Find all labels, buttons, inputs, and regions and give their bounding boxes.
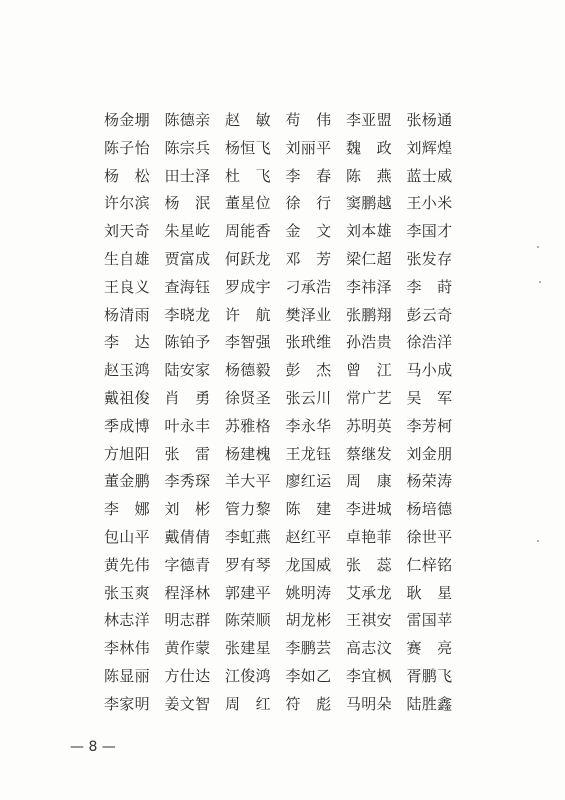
name-entry: 李亚盟 <box>346 111 392 129</box>
name-entry: 杨建槐 <box>225 444 271 463</box>
name-entry: 贾富成 <box>164 249 211 268</box>
name-entry: 胥鹏飞 <box>406 666 453 685</box>
name-entry: 黄作蒙 <box>164 639 211 658</box>
name-entry: 梁仁超 <box>346 249 392 268</box>
name-entry: 朱星屹 <box>164 222 211 241</box>
name-entry: 生自雄 <box>104 249 150 268</box>
name-entry: 李家明 <box>104 694 150 713</box>
name-entry: 杨培德 <box>406 500 453 519</box>
name-entry: 曾 江 <box>346 361 392 380</box>
name-entry: 董星位 <box>225 194 271 213</box>
name-entry: 常广艺 <box>346 388 392 407</box>
name-entry: 李永华 <box>285 416 332 435</box>
name-entry: 王小米 <box>406 194 453 213</box>
name-entry: 赵 敏 <box>225 111 271 129</box>
name-entry: 赛 亮 <box>406 639 453 658</box>
name-entry: 耿 星 <box>406 583 453 602</box>
name-entry: 陈 建 <box>285 500 332 519</box>
name-entry: 马小成 <box>406 361 453 380</box>
name-entry: 李秀琛 <box>164 472 211 491</box>
name-entry: 戴倩倩 <box>164 527 211 546</box>
name-entry: 刘金朋 <box>406 444 453 463</box>
name-entry: 方仕达 <box>164 666 211 685</box>
name-entry: 窦鹏越 <box>346 194 392 213</box>
name-entry: 何跃龙 <box>225 249 271 268</box>
name-entry: 邓 芳 <box>285 249 332 268</box>
name-entry: 李 莳 <box>406 277 453 296</box>
name-entry: 陈显丽 <box>104 666 150 685</box>
name-entry: 陆胜鑫 <box>406 694 453 713</box>
name-entry: 杨 松 <box>104 166 150 185</box>
name-entry: 戴祖俊 <box>104 388 150 407</box>
name-entry: 姚明涛 <box>285 583 332 602</box>
name-entry: 查海钰 <box>164 277 211 296</box>
name-entry: 周 红 <box>225 694 271 713</box>
name-entry: 金 文 <box>285 222 332 241</box>
name-entry: 姜文智 <box>164 694 211 713</box>
name-entry: 杨 泯 <box>164 194 211 213</box>
name-entry: 李芳柯 <box>406 416 453 435</box>
name-entry: 郭建平 <box>225 583 271 602</box>
name-entry: 刘天奇 <box>104 222 150 241</box>
name-entry: 杨清雨 <box>104 305 150 324</box>
name-entry: 杨恒飞 <box>225 138 271 157</box>
name-entry: 管力黎 <box>225 500 271 519</box>
name-entry: 徐世平 <box>406 527 453 546</box>
name-entry: 张玉爽 <box>104 583 150 602</box>
name-entry: 张玳维 <box>285 333 332 352</box>
name-entry: 田士泽 <box>164 166 211 185</box>
name-entry: 蔡继发 <box>346 444 392 463</box>
name-entry: 蓝士威 <box>406 166 453 185</box>
name-entry: 许尔滨 <box>104 194 150 213</box>
name-entry: 李林伟 <box>104 639 150 658</box>
name-entry: 徐贤圣 <box>225 388 271 407</box>
name-entry: 张 蕊 <box>346 555 392 574</box>
name-entry: 叶永丰 <box>164 416 211 435</box>
name-entry: 周能香 <box>225 222 271 241</box>
name-entry: 徐 行 <box>285 194 332 213</box>
name-entry: 李国才 <box>406 222 453 241</box>
name-entry: 方旭阳 <box>104 444 150 463</box>
name-entry: 彭 杰 <box>285 361 332 380</box>
name-entry: 李如乙 <box>285 666 332 685</box>
name-entry: 卓艳菲 <box>346 527 392 546</box>
name-entry: 苏明英 <box>346 416 392 435</box>
name-entry: 李 达 <box>104 333 150 352</box>
name-entry: 董金鹏 <box>104 472 150 491</box>
name-entry: 张云川 <box>285 388 332 407</box>
name-entry: 张建星 <box>225 639 271 658</box>
margin-mark <box>539 281 541 283</box>
name-entry: 雷国苹 <box>406 611 453 630</box>
name-entry: 胡龙彬 <box>285 611 332 630</box>
name-entry: 罗有琴 <box>225 555 271 574</box>
name-entry: 程泽林 <box>164 583 211 602</box>
name-entry: 陈子怡 <box>104 138 150 157</box>
name-entry: 林志洋 <box>104 611 150 630</box>
name-entry: 刁承浩 <box>285 277 332 296</box>
name-entry: 李进城 <box>346 500 392 519</box>
name-entry: 李宜枫 <box>346 666 392 685</box>
name-entry: 张杨通 <box>406 111 453 129</box>
name-entry: 赵红平 <box>285 527 332 546</box>
name-entry: 赵玉鸿 <box>104 361 150 380</box>
name-entry: 符 彪 <box>285 694 332 713</box>
name-entry: 杨荣涛 <box>406 472 453 491</box>
name-entry: 张 雷 <box>164 444 211 463</box>
name-entry: 吴 军 <box>406 388 453 407</box>
name-entry: 张鹏翔 <box>346 305 392 324</box>
name-entry: 包山平 <box>104 527 150 546</box>
name-entry: 彭云奇 <box>406 305 453 324</box>
name-entry: 许 航 <box>225 305 271 324</box>
name-entry: 罗成宇 <box>225 277 271 296</box>
name-entry: 季成博 <box>104 416 150 435</box>
name-entry: 王祺安 <box>346 611 392 630</box>
name-entry: 李鹏芸 <box>285 639 332 658</box>
margin-mark <box>537 246 539 248</box>
name-entry: 陈 燕 <box>346 166 392 185</box>
name-entry: 仁梓铭 <box>406 555 453 574</box>
name-entry: 艾承龙 <box>346 583 392 602</box>
name-entry: 刘丽平 <box>285 138 332 157</box>
name-entry: 杜 飞 <box>225 166 271 185</box>
name-entry: 江俊鸿 <box>225 666 271 685</box>
name-entry: 刘 彬 <box>164 500 211 519</box>
name-entry: 黄先伟 <box>104 555 150 574</box>
name-entry: 肖 勇 <box>164 388 211 407</box>
name-entry: 李祎泽 <box>346 277 392 296</box>
name-entry: 李 春 <box>285 166 332 185</box>
name-entry: 李虹燕 <box>225 527 271 546</box>
name-entry: 廖红运 <box>285 472 332 491</box>
name-entry: 陆安家 <box>164 361 211 380</box>
name-entry: 樊泽业 <box>285 305 332 324</box>
page-number: — 8 — <box>70 739 116 755</box>
name-entry: 龙国威 <box>285 555 332 574</box>
name-entry: 羊大平 <box>225 472 271 491</box>
name-entry: 张发存 <box>406 249 453 268</box>
name-entry: 杨金堋 <box>104 111 150 129</box>
name-entry: 王良义 <box>104 277 150 296</box>
name-entry: 徐浩洋 <box>406 333 453 352</box>
name-entry: 李智强 <box>225 333 271 352</box>
name-entry: 苏雅格 <box>225 416 271 435</box>
name-entry: 周 康 <box>346 472 392 491</box>
margin-mark <box>537 540 539 542</box>
name-entry: 刘辉煌 <box>406 138 453 157</box>
name-entry: 苟 伟 <box>285 111 332 129</box>
name-entry: 陈铂予 <box>164 333 211 352</box>
name-entry: 陈德亲 <box>164 111 211 129</box>
name-entry: 杨德毅 <box>225 361 271 380</box>
name-entry: 字德青 <box>164 555 211 574</box>
name-entry: 高志汶 <box>346 639 392 658</box>
name-entry: 魏 政 <box>346 138 392 157</box>
name-entry: 刘本雄 <box>346 222 392 241</box>
name-entry: 明志群 <box>164 611 211 630</box>
name-entry: 王龙钰 <box>285 444 332 463</box>
name-entry: 李 娜 <box>104 500 150 519</box>
name-entry: 马明朵 <box>346 694 392 713</box>
name-entry: 李晓龙 <box>164 305 211 324</box>
name-list <box>104 107 467 719</box>
name-entry: 陈荣顺 <box>225 611 271 630</box>
name-entry: 陈宗兵 <box>164 138 211 157</box>
name-entry: 孙浩贵 <box>346 333 392 352</box>
